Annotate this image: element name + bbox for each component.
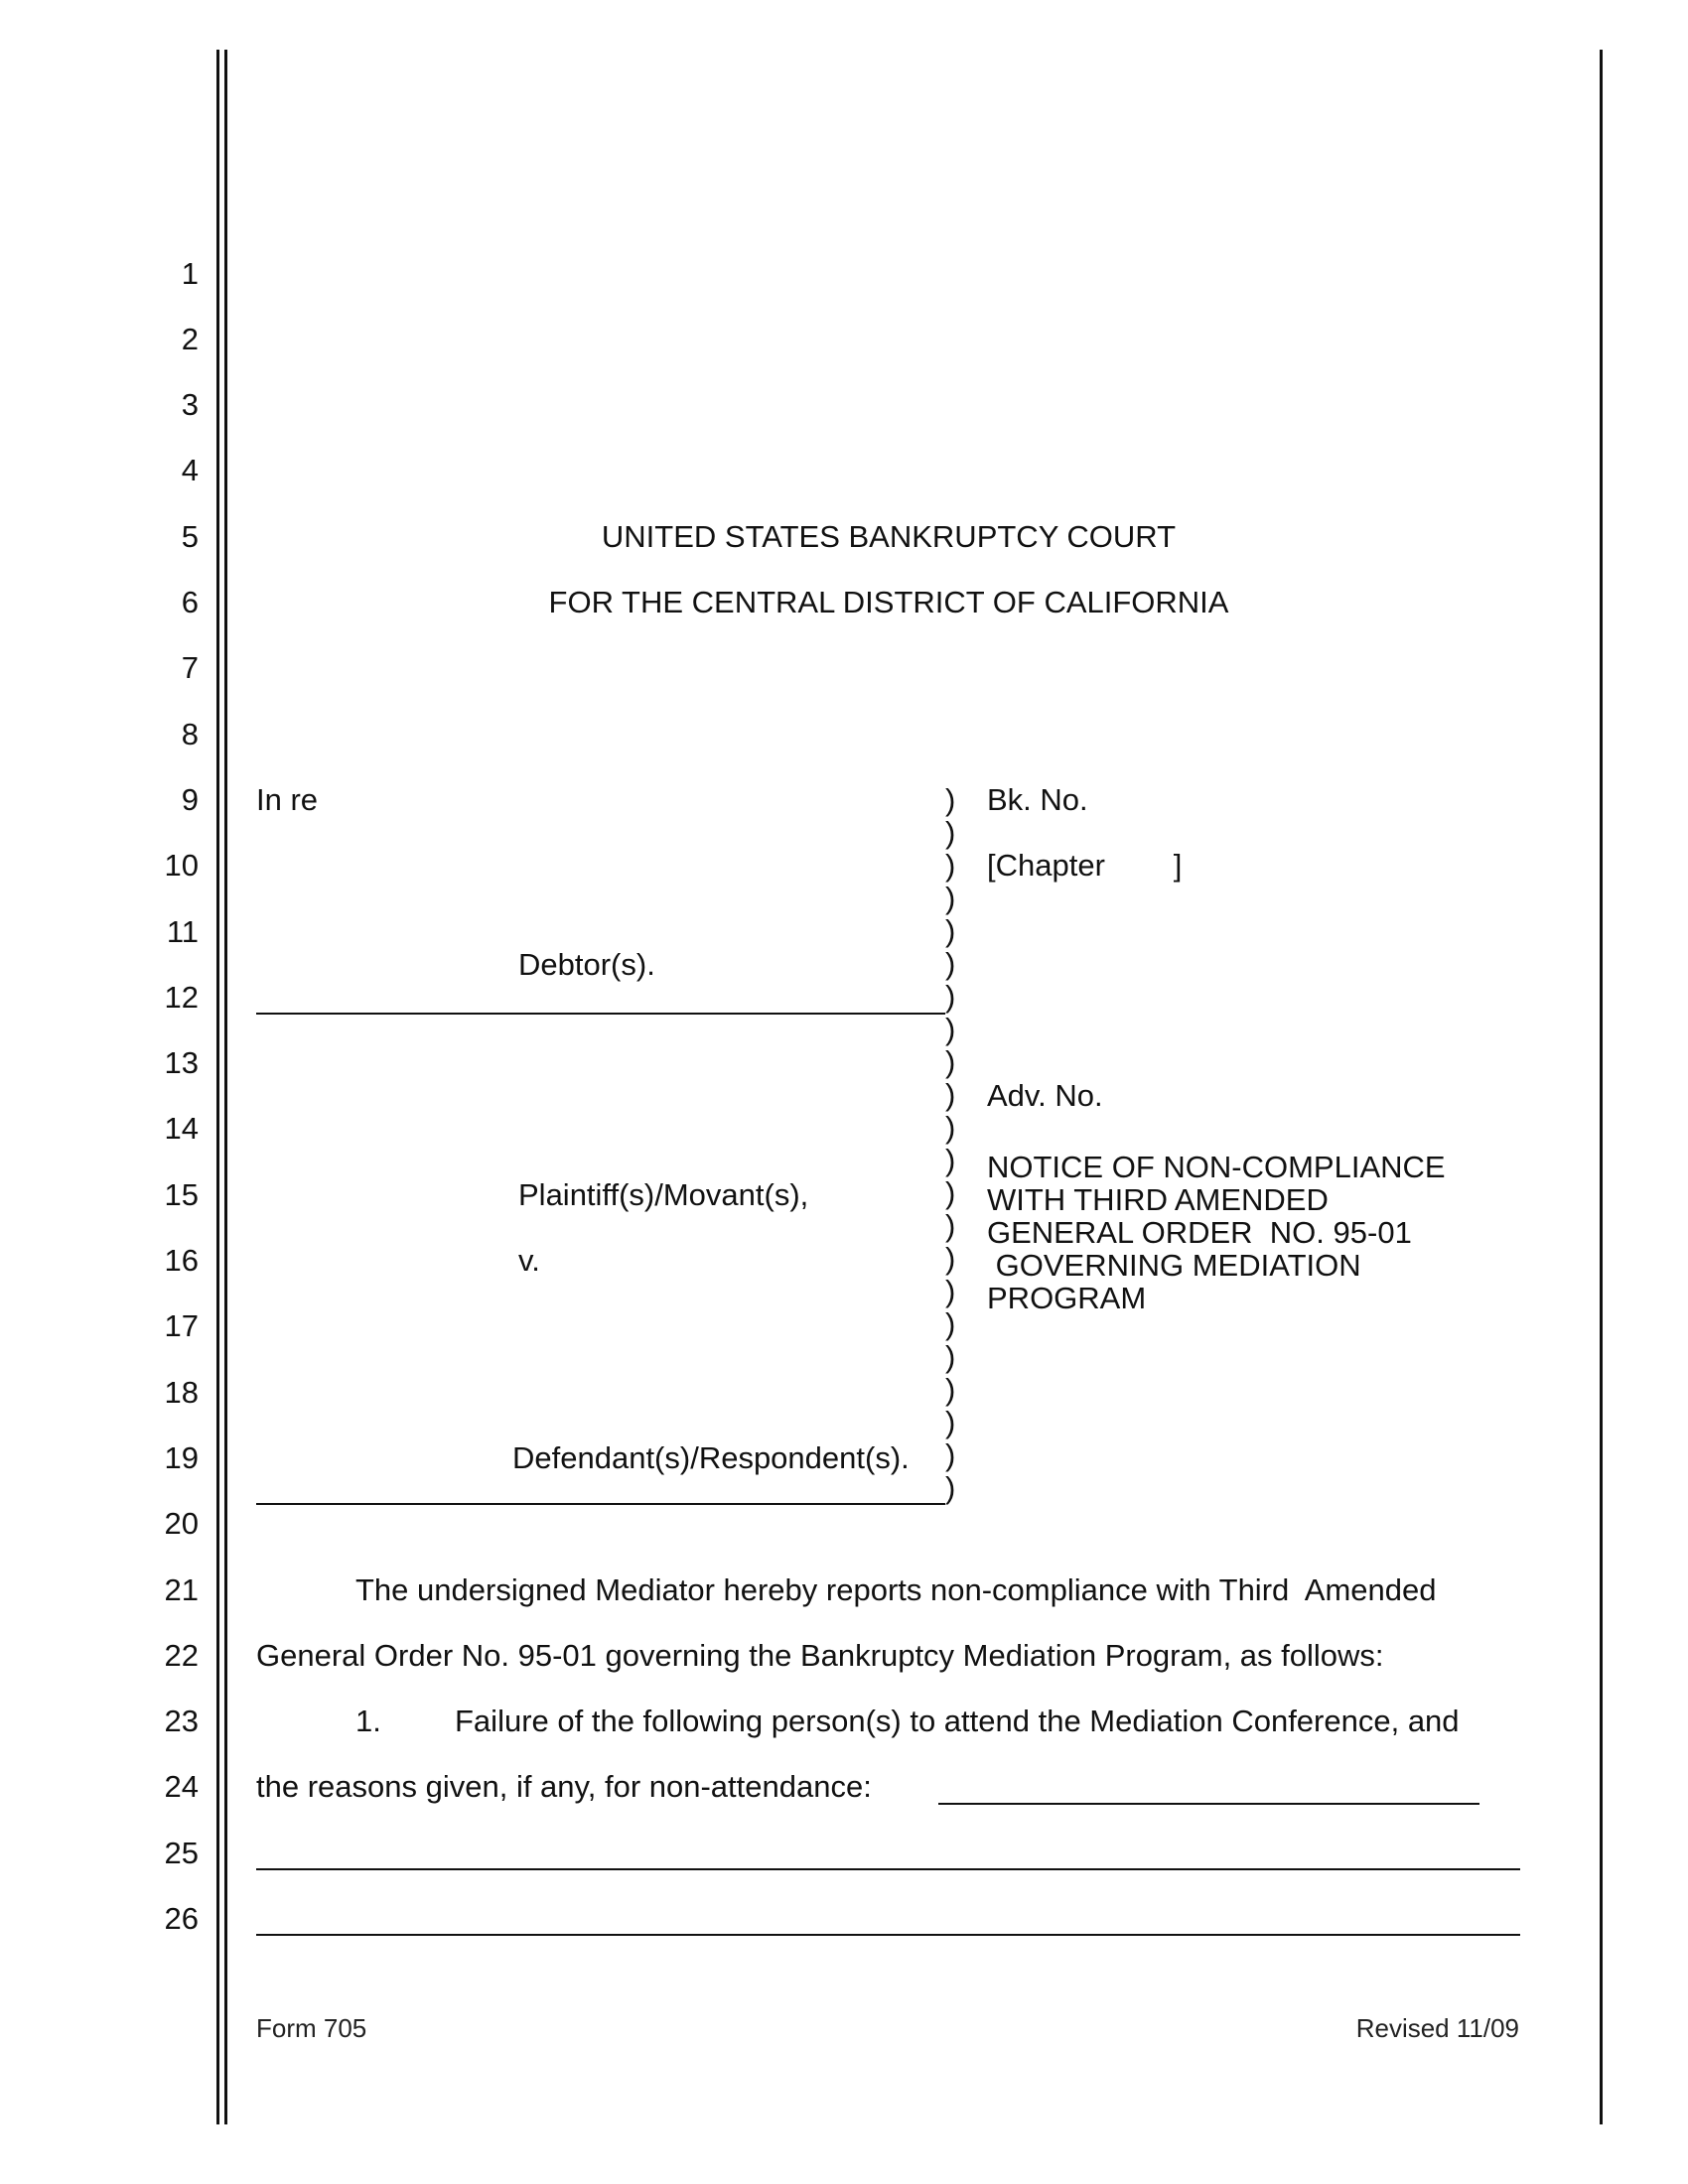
non-attendance-blank-line[interactable]: [256, 1868, 1520, 1870]
caption-paren: ): [945, 1241, 956, 1276]
court-name: UNITED STATES BANKRUPTCY COURT: [601, 519, 1177, 554]
caption-paren: ): [945, 979, 956, 1014]
line-number: 5: [181, 519, 199, 554]
caption-paren: ): [945, 1306, 956, 1341]
line-number: 17: [164, 1308, 199, 1343]
non-attendance-blank[interactable]: [938, 1803, 1479, 1805]
court-district: FOR THE CENTRAL DISTRICT OF CALIFORNIA: [548, 585, 1229, 619]
in-re-label: In re: [256, 782, 319, 817]
line-number: 20: [164, 1506, 199, 1541]
form-number: Form 705: [256, 2013, 367, 2043]
caption-paren: ): [945, 1077, 956, 1112]
item-number: 1.: [355, 1704, 381, 1738]
caption-paren: ): [945, 848, 956, 883]
defendant-label: Defendant(s)/Respondent(s).: [512, 1440, 910, 1475]
caption-paren: ): [945, 1339, 956, 1374]
line-number: 10: [164, 848, 199, 883]
document-title-line: GENERAL ORDER NO. 95-01: [987, 1215, 1412, 1250]
line-number: 15: [164, 1177, 199, 1212]
line-number: 12: [164, 980, 199, 1015]
line-number: 8: [181, 717, 199, 751]
defendant-caption-rule: [256, 1503, 945, 1505]
left-margin-rule-inner: [224, 50, 227, 2124]
chapter-label: [Chapter ]: [987, 848, 1183, 883]
line-number: 21: [164, 1572, 199, 1607]
body-paragraph-line: General Order No. 95-01 governing the Bankruptcy Mediation Program, as follows:: [256, 1638, 1384, 1673]
caption-paren: ): [945, 946, 956, 981]
caption-paren: ): [945, 1110, 956, 1145]
line-number: 2: [181, 322, 199, 356]
document-title: [987, 1151, 1446, 1314]
caption-paren: ): [945, 1175, 956, 1210]
line-number: 24: [164, 1769, 199, 1804]
adversary-number-label: Adv. No.: [987, 1078, 1103, 1113]
caption-paren: ): [945, 1208, 956, 1243]
caption-paren: ): [945, 913, 956, 948]
left-margin-rule-outer: [216, 50, 219, 2124]
caption-paren: ): [945, 815, 956, 850]
plaintiff-label: Plaintiff(s)/Movant(s),: [518, 1177, 809, 1212]
non-attendance-blank-line[interactable]: [256, 1934, 1520, 1936]
caption-paren: ): [945, 1405, 956, 1439]
line-number: 4: [181, 453, 199, 487]
line-number: 11: [166, 914, 199, 949]
document-title-line: NOTICE OF NON-COMPLIANCE: [987, 1150, 1446, 1184]
bankruptcy-case-number-label: Bk. No.: [987, 782, 1088, 817]
line-number: 26: [164, 1901, 199, 1936]
item-text-line: the reasons given, if any, for non-attendance:: [256, 1769, 872, 1804]
debtor-label: Debtor(s).: [518, 947, 655, 982]
item-text-line: Failure of the following person(s) to attend the Mediation Conference, and: [455, 1704, 1460, 1738]
line-number: 3: [181, 387, 199, 422]
line-number: 23: [164, 1704, 199, 1738]
line-number: 18: [164, 1375, 199, 1410]
right-margin-rule: [1600, 50, 1603, 2124]
body-paragraph-line: The undersigned Mediator hereby reports non-compliance with Third Amended: [355, 1572, 1437, 1607]
line-number: 25: [164, 1836, 199, 1870]
caption-paren: ): [945, 1012, 956, 1046]
caption-paren: ): [945, 782, 956, 817]
revision-date: Revised 11/09: [1355, 2013, 1519, 2043]
caption-paren: ): [945, 1437, 956, 1472]
caption-paren: ): [945, 1470, 956, 1505]
line-number: 19: [164, 1440, 199, 1475]
line-number: 7: [181, 650, 199, 685]
document-title-line: PROGRAM: [987, 1281, 1147, 1315]
document-title-line: WITH THIRD AMENDED: [987, 1182, 1329, 1217]
caption-paren: ): [945, 881, 956, 915]
line-number: 9: [181, 782, 199, 817]
line-number: 22: [164, 1638, 199, 1673]
line-number: 6: [181, 585, 199, 619]
debtor-caption-rule: [256, 1013, 945, 1015]
caption-paren: ): [945, 1372, 956, 1407]
line-number: 16: [164, 1243, 199, 1278]
line-number: 13: [164, 1045, 199, 1080]
caption-paren: ): [945, 1143, 956, 1177]
caption-paren: ): [945, 1044, 956, 1079]
caption-paren: ): [945, 1274, 956, 1308]
document-title-line: GOVERNING MEDIATION: [987, 1248, 1361, 1283]
versus-label: v.: [518, 1243, 540, 1278]
line-number: 14: [164, 1111, 199, 1146]
line-number: 1: [181, 256, 199, 291]
